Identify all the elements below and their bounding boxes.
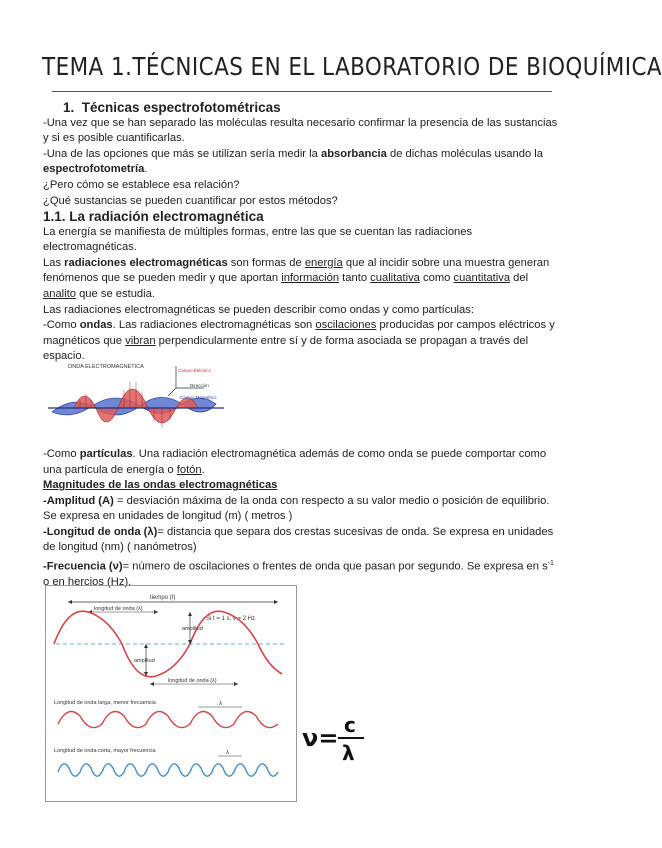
- question: ¿Qué sustancias se pueden cuantificar por estos métodos?: [43, 194, 338, 207]
- electric-field-label: Campo Eléctrico: [178, 368, 212, 373]
- wave-magnitudes-figure: [45, 585, 297, 802]
- section-1: [43, 100, 561, 209]
- long-wave-label: Longitud de onda larga, menor frecuencia: [54, 700, 156, 706]
- wavelength-definition: -Longitud de onda (λ)= distancia que separa dos crestas sucesivas de onda. Se expresa en unidades de longitud (nm) ( nanómetros): [43, 525, 554, 554]
- title-underline: [52, 91, 552, 92]
- formula-numerator: c: [344, 713, 356, 737]
- short-wave: [58, 764, 278, 776]
- amplitude-label-2: amplitud: [134, 658, 155, 664]
- paragraph: La energía se manifiesta de múltiples formas, entre las que se cuentan las radiaciones electromagnéticas.: [43, 225, 473, 254]
- section-1-title: Técnicas espectrofotométricas: [81, 100, 281, 115]
- paragraph: -Como ondas. Las radiaciones electromagnéticas son oscilaciones producidas por campos eléctricos y magnéticos que vibran perpendicularmente entre sí y de forma asociada se propagan a través del espacio.: [43, 319, 555, 363]
- page-title: TEMA 1.TÉCNICAS EN EL LABORATORIO DE BIOQUÍMICA: [42, 52, 662, 81]
- section-1-1: [43, 209, 561, 365]
- long-wave: [58, 712, 278, 728]
- lambda-long: λ: [219, 701, 222, 707]
- paragraph: -Una vez que se han separado las moléculas resulta necesario confirmar la presencia de las sustancias y si es posible cuantificarlas.: [43, 116, 558, 145]
- magnetic-field-label: Campo Magnético: [180, 395, 217, 400]
- paragraph: Las radiaciones electromagnéticas son formas de energía que al incidir sobre una muestra generan fenómenos que se pueden medir y que aportan información tanto cualitativa como cuantitativa del analito que se estudia.: [43, 256, 550, 300]
- section-1-heading: [43, 100, 561, 116]
- time-label: tiempo (t): [150, 595, 176, 601]
- section-1-number: 1.: [63, 100, 75, 115]
- paragraph: -Una de las opciones que más se utilizan sería medir la absorbancia de dichas moléculas usando la espectrofotometría.: [43, 147, 543, 176]
- amplitude-label-1: amplitud: [182, 626, 203, 632]
- short-wave-label: Longitud de onda corta, mayor frecuencia: [54, 748, 156, 754]
- magnitudes-heading: Magnitudes de las ondas electromagnéticas: [43, 479, 278, 491]
- lambda-short: λ: [226, 750, 229, 756]
- section-1-1-heading: 1.1. La radiación electromagnética: [43, 209, 264, 224]
- frequency-definition: -Frecuencia (ν)= número de oscilaciones o frentes de onda que pasan por segundo. Se expresa en $s^{-1}$ o en hercios (Hz).: [43, 559, 554, 589]
- wavelength-top-label: longitud de onda (λ): [94, 606, 143, 612]
- magnitudes-section: [43, 478, 561, 591]
- question: ¿Pero cómo se establece esa relación?: [43, 178, 240, 191]
- direction-label: Dirección: [190, 383, 209, 388]
- amplitude-definition: -Amplitud (A) = desviación máxima de la onda con respecto a su valor medio o posición de equilibrio. Se expresa en unidades de longitud (m) ( metros ): [43, 494, 550, 523]
- frequency-note: Si t = 1 s, ν = 2 Hz: [206, 616, 256, 622]
- formula-lhs: ν=: [302, 724, 339, 752]
- em-wave-figure: [44, 360, 274, 440]
- paragraph: Las radiaciones electromagnéticas se pueden describir como ondas y como partículas:: [43, 303, 474, 316]
- particles-paragraph: -Como partículas. Una radiación electromagnética además de como onda se puede comportar como una partícula de energía o fotón.: [43, 448, 547, 476]
- frequency-formula: [300, 708, 380, 768]
- formula-denominator: λ: [342, 741, 355, 765]
- em-wave-title: ONDA ELECTROMAGNÉTICA: [68, 364, 144, 370]
- wavelength-bottom-label: longitud de onda (λ): [168, 678, 217, 684]
